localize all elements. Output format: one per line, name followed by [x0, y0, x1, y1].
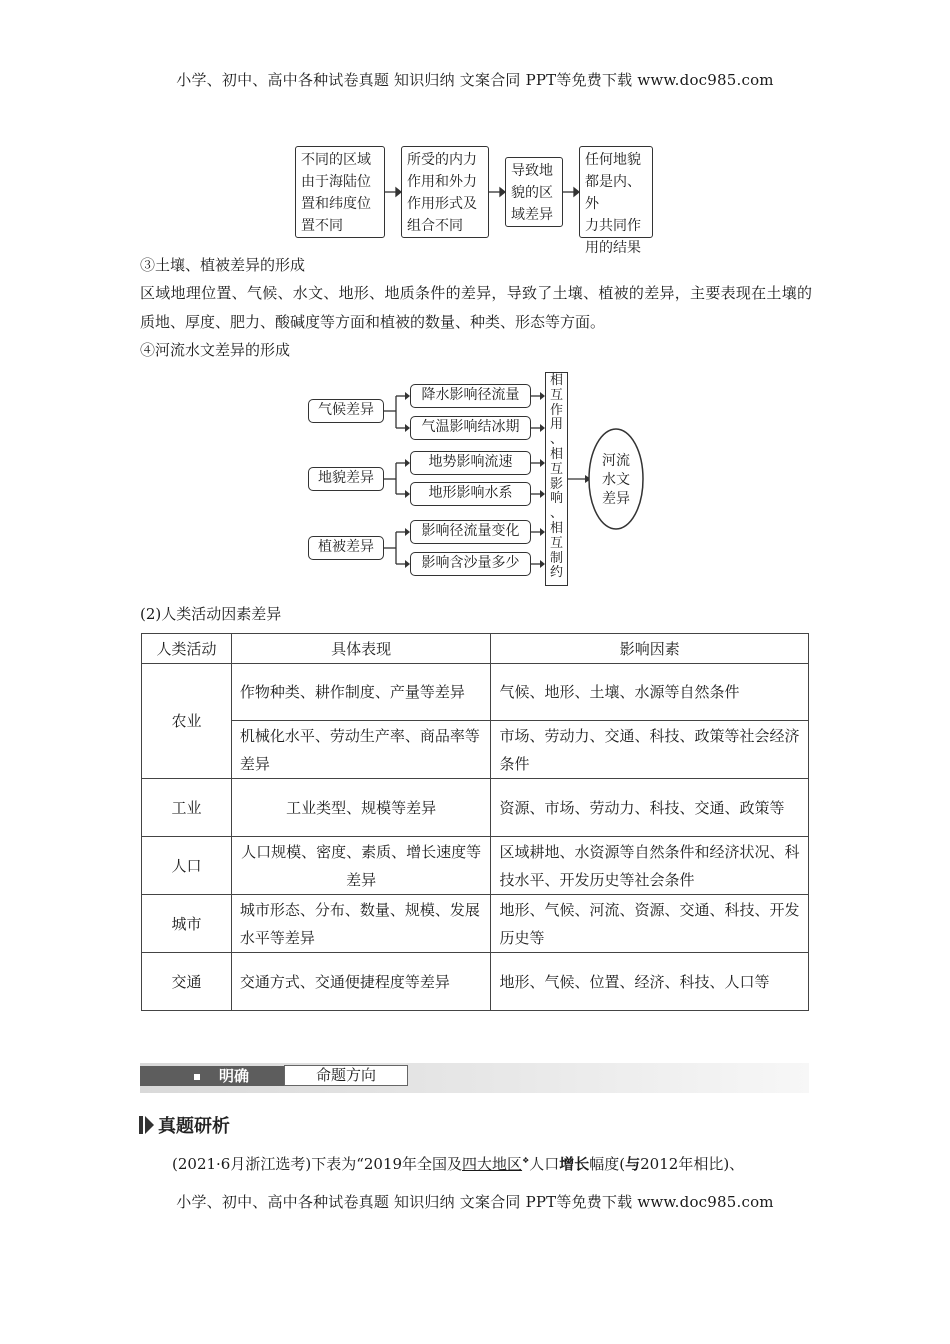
question-emphasis: 与 [625, 1155, 641, 1173]
table-cell: 气候、地形、土壤、水源等自然条件 [491, 664, 809, 721]
section-title-text: 真题研析 [158, 1116, 230, 1137]
question-text [172, 1153, 744, 1174]
question-part: 人口 [529, 1155, 560, 1173]
table-cell-category: 城市 [142, 895, 232, 953]
human-activity-heading: (2)人类活动因素差异 [140, 605, 282, 623]
river-heading: ④河流水文差异的形成 [140, 341, 291, 359]
table-cell: 区域耕地、水资源等自然条件和经济状况、科技水平、开发历史等社会条件 [491, 837, 809, 895]
flow-step-1: 不同的区域 由于海陆位 置和纬度位 置不同 [295, 146, 385, 238]
page-header: 小学、初中、高中各种试卷真题 知识归纳 文案合同 PPT等免费下载 www.doc985.com [176, 71, 774, 89]
effect-precipitation: 降水影响径流量 [410, 384, 531, 408]
banner-light-tab: 命题方向 [284, 1065, 408, 1086]
table-header-row [142, 634, 809, 664]
page-footer: 小学、初中、高中各种试卷真题 知识归纳 文案合同 PPT等免费下载 www.doc985.com [176, 1193, 774, 1211]
table-row [142, 895, 809, 953]
human-activity-table [141, 633, 809, 1011]
question-part: (2021·6月浙江选考)下表为“2019年全国及 [172, 1155, 463, 1173]
soil-paragraph: 区域地理位置、气候、水文、地形、地质条件的差异，导致了土壤、植被的差异，主要表现在土壤的质地、厚度、肥力、酸碱度等方面和植被的数量、种类、形态等方面。 [140, 284, 812, 331]
banner-dark-tab [140, 1066, 284, 1086]
table-cell-category: 农业 [142, 664, 232, 779]
table-cell: 市场、劳动力、交通、科技、政策等社会经济条件 [491, 721, 809, 779]
table-cell: 工业类型、规模等差异 [231, 779, 491, 837]
question-part: 2012年相比)、 [640, 1155, 745, 1173]
table-cell: 机械化水平、劳动生产率、商品率等差异 [231, 721, 491, 779]
section-title [139, 1112, 230, 1138]
table-header-cell: 具体表现 [231, 634, 491, 664]
effect-runoff-change: 影响径流量变化 [410, 520, 531, 544]
table-header-cell: 人类活动 [142, 634, 232, 664]
soil-heading: ③土壤、植被差异的形成 [140, 256, 306, 274]
table-cell: 地形、气候、位置、经济、科技、人口等 [491, 953, 809, 1011]
factor-landform: 地貌差异 [308, 467, 384, 491]
effect-sediment: 影响含沙量多少 [410, 552, 531, 576]
table-cell: 地形、气候、河流、资源、交通、科技、开发历史等 [491, 895, 809, 953]
table-row [142, 837, 809, 895]
banner-square-icon [194, 1074, 200, 1080]
table-cell-category: 交通 [142, 953, 232, 1011]
river-diagram-lines [0, 0, 950, 600]
flow-step-4: 任何地貌 都是内、外 力共同作 用的结果 [579, 146, 653, 238]
interaction-box: 相 互 作 用 、 相 互 影 响 、 相 互 制 约 [545, 372, 568, 586]
effect-terrain-system: 地形影响水系 [410, 482, 531, 506]
question-emphasis: 增长 [559, 1155, 590, 1173]
effect-terrain-velocity: 地势影响流速 [410, 451, 531, 475]
table-cell: 城市形态、分布、数量、规模、发展水平等差异 [231, 895, 491, 953]
section-arrow-icon [145, 1116, 154, 1134]
footnote-marker: ❖ [522, 1156, 530, 1165]
effect-temperature: 气温影响结冰期 [410, 416, 531, 440]
table-cell: 资源、市场、劳动力、科技、交通、政策等 [491, 779, 809, 837]
table-row [142, 664, 809, 721]
table-cell: 交通方式、交通便捷程度等差异 [231, 953, 491, 1011]
river-result-label: 河流 水文 差异 [602, 453, 630, 507]
flow-step-2: 所受的内力 作用和外力 作用形式及 组合不同 [401, 146, 489, 238]
table-row [142, 779, 809, 837]
table-cell: 作物种类、耕作制度、产量等差异 [231, 664, 491, 721]
table-row [142, 953, 809, 1011]
factor-climate: 气候差异 [308, 399, 384, 423]
banner-dark-label: 明确 [219, 1067, 250, 1085]
question-part: 幅度( [589, 1155, 626, 1173]
table-cell-category: 工业 [142, 779, 232, 837]
factor-vegetation: 植被差异 [308, 536, 384, 560]
question-underlined: 四大地区 [462, 1155, 523, 1173]
table-cell-category: 人口 [142, 837, 232, 895]
flow-step-3: 导致地 貌的区 域差异 [505, 157, 563, 227]
table-cell: 人口规模、密度、素质、增长速度等差异 [231, 837, 491, 895]
section-bar-icon [139, 1116, 143, 1134]
table-header-cell: 影响因素 [491, 634, 809, 664]
table-row [142, 721, 809, 779]
